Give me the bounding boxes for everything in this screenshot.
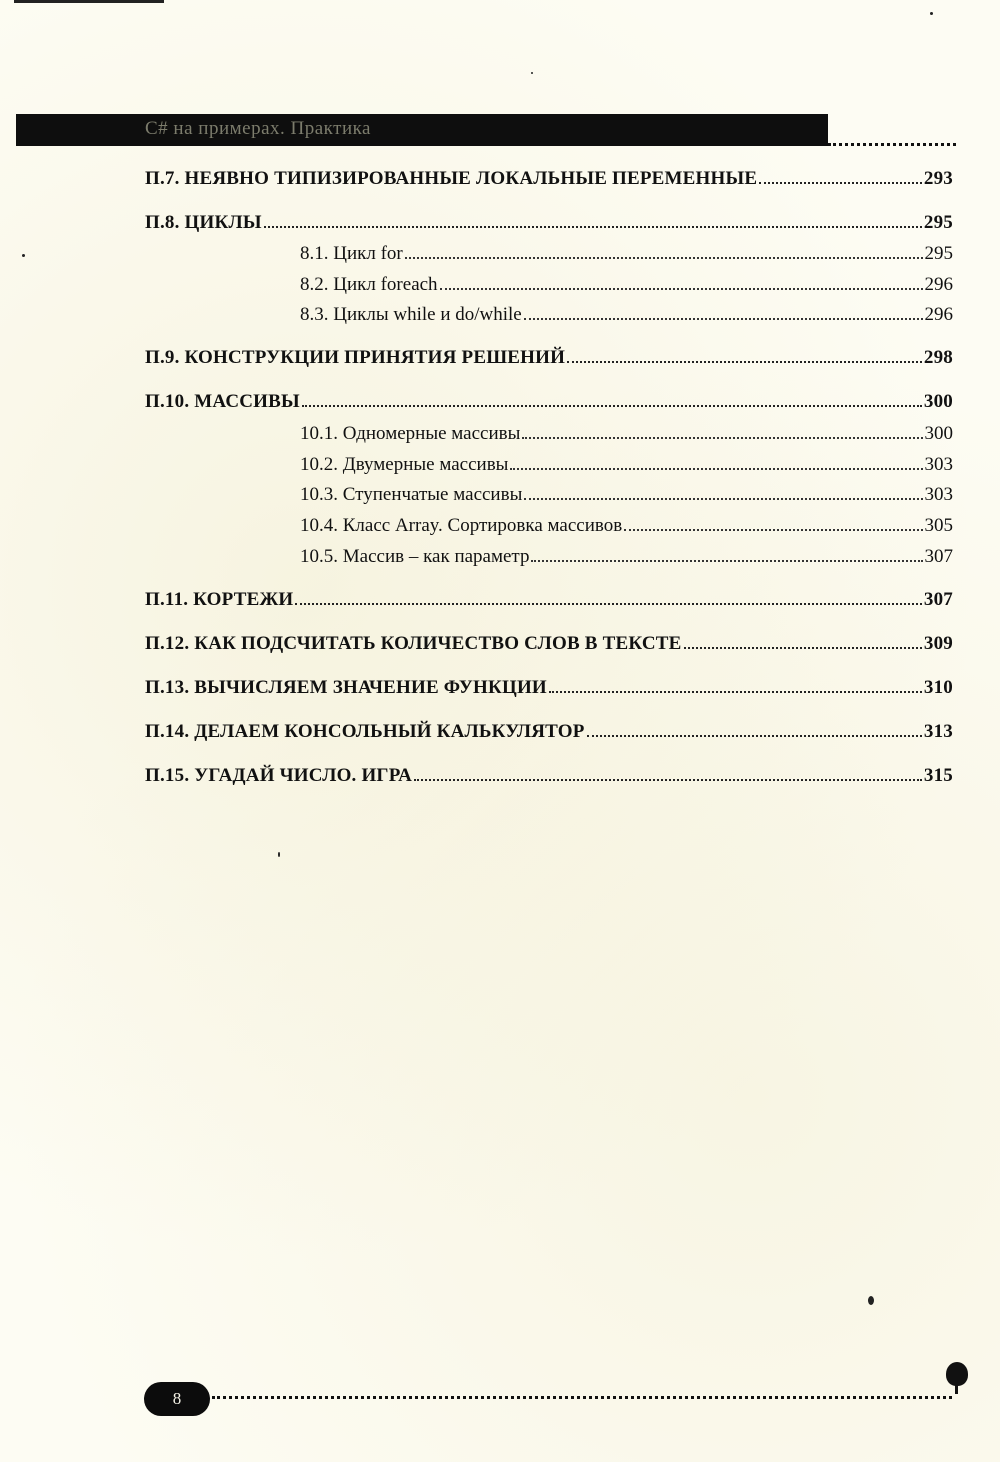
toc-entry-page: 303 [924,454,953,475]
dot-leader [302,404,922,407]
dot-leader [405,256,923,259]
toc-entry-label: 8.3. Циклы while и do/while [300,304,522,325]
toc-entry-section-10[interactable] [145,391,953,413]
toc-entry-page: 303 [924,484,953,505]
toc-entry-page: 310 [923,677,953,698]
scan-speck [868,1296,874,1305]
toc-entry-label: 8.1. Цикл for [300,243,403,264]
toc-entry-10-3[interactable] [300,484,953,506]
dot-leader [531,559,922,562]
page-number-badge [144,1382,210,1416]
toc-entry-page: 305 [924,515,953,536]
toc-entry-10-5[interactable] [300,546,953,568]
toc-entry-page: 293 [923,168,953,189]
footer-dotted-rule [212,1396,952,1399]
dot-leader [549,690,922,693]
toc-entry-8-2[interactable] [300,274,953,296]
toc-entry-page: 298 [923,347,953,368]
header-dotted-rule [828,143,956,146]
toc-entry-page: 295 [924,243,953,264]
toc-entry-10-1[interactable] [300,423,953,445]
dot-leader [510,467,922,470]
dot-leader [759,181,922,184]
dot-leader [524,497,922,500]
book-title: C# на примерах. Практика [145,118,371,139]
toc-entry-page: 300 [924,423,953,444]
toc-entry-label: П.11. КОРТЕЖИ [145,589,294,610]
toc-entry-page: 309 [923,633,953,654]
toc-entry-section-15[interactable] [145,765,953,787]
scan-speck [930,12,933,15]
dot-leader [684,646,922,649]
top-edge-line [14,0,164,3]
toc-entry-section-14[interactable] [145,721,953,743]
toc-entry-10-2[interactable] [300,454,953,476]
dot-leader [587,734,922,737]
toc-entry-label: П.13. ВЫЧИСЛЯЕМ ЗНАЧЕНИЕ ФУНКЦИИ [145,677,547,698]
toc-entry-section-9[interactable] [145,347,953,369]
toc-entry-8-1[interactable] [300,243,953,265]
toc-entry-page: 296 [924,274,953,295]
dot-leader [440,287,923,290]
toc-entry-label: 10.3. Ступенчатые массивы [300,484,523,505]
toc-entry-label: П.10. МАССИВЫ [145,391,300,412]
dot-leader [524,317,923,320]
toc-entry-label: 10.2. Двумерные массивы [300,454,509,475]
footer-ornament-tail [955,1384,958,1394]
toc-entry-section-11[interactable] [145,589,953,611]
toc-entry-page: 307 [923,589,953,610]
toc-entry-10-4[interactable] [300,515,953,537]
dot-leader [264,225,922,228]
page-number: 8 [172,1389,182,1408]
toc-entry-page: 295 [923,212,953,233]
dot-leader [295,602,921,605]
scan-speck [278,852,280,857]
dot-leader [414,778,922,781]
toc-entry-section-7[interactable] [145,168,953,190]
toc-entry-label: П.9. КОНСТРУКЦИИ ПРИНЯТИЯ РЕШЕНИЙ [145,347,566,368]
dot-leader [624,528,922,531]
toc-entry-page: 307 [924,546,953,567]
scan-speck [22,254,25,257]
toc-entry-section-8[interactable] [145,212,953,234]
toc-entry-label: П.8. ЦИКЛЫ [145,212,262,233]
toc-entry-8-3[interactable] [300,304,953,326]
toc-entry-page: 296 [924,304,953,325]
dot-leader [567,360,922,363]
toc-entry-label: П.15. УГАДАЙ ЧИСЛО. ИГРА [145,765,413,786]
toc-entry-section-12[interactable] [145,633,953,655]
toc-entry-section-13[interactable] [145,677,953,699]
toc-entry-page: 313 [923,721,953,742]
scan-speck [531,72,533,74]
toc-entry-page: 315 [923,765,953,786]
header-band [16,114,828,146]
toc-entry-label: 8.2. Цикл foreach [300,274,438,295]
toc-entry-label: 10.1. Одномерные массивы [300,423,521,444]
toc-entry-label: 10.5. Массив – как параметр [300,546,530,567]
toc-entry-label: П.7. НЕЯВНО ТИПИЗИРОВАННЫЕ ЛОКАЛЬНЫЕ ПЕРЕМЕННЫЕ [145,168,758,189]
toc-entry-label: 10.4. Класс Array. Сортировка массивов [300,515,623,536]
dot-leader [522,436,922,439]
toc-entry-label: П.12. КАК ПОДСЧИТАТЬ КОЛИЧЕСТВО СЛОВ В ТЕКСТЕ [145,633,682,654]
toc-entry-label: П.14. ДЕЛАЕМ КОНСОЛЬНЫЙ КАЛЬКУЛЯТОР [145,721,585,742]
toc-entry-page: 300 [923,391,953,412]
footer-ornament [946,1362,968,1386]
